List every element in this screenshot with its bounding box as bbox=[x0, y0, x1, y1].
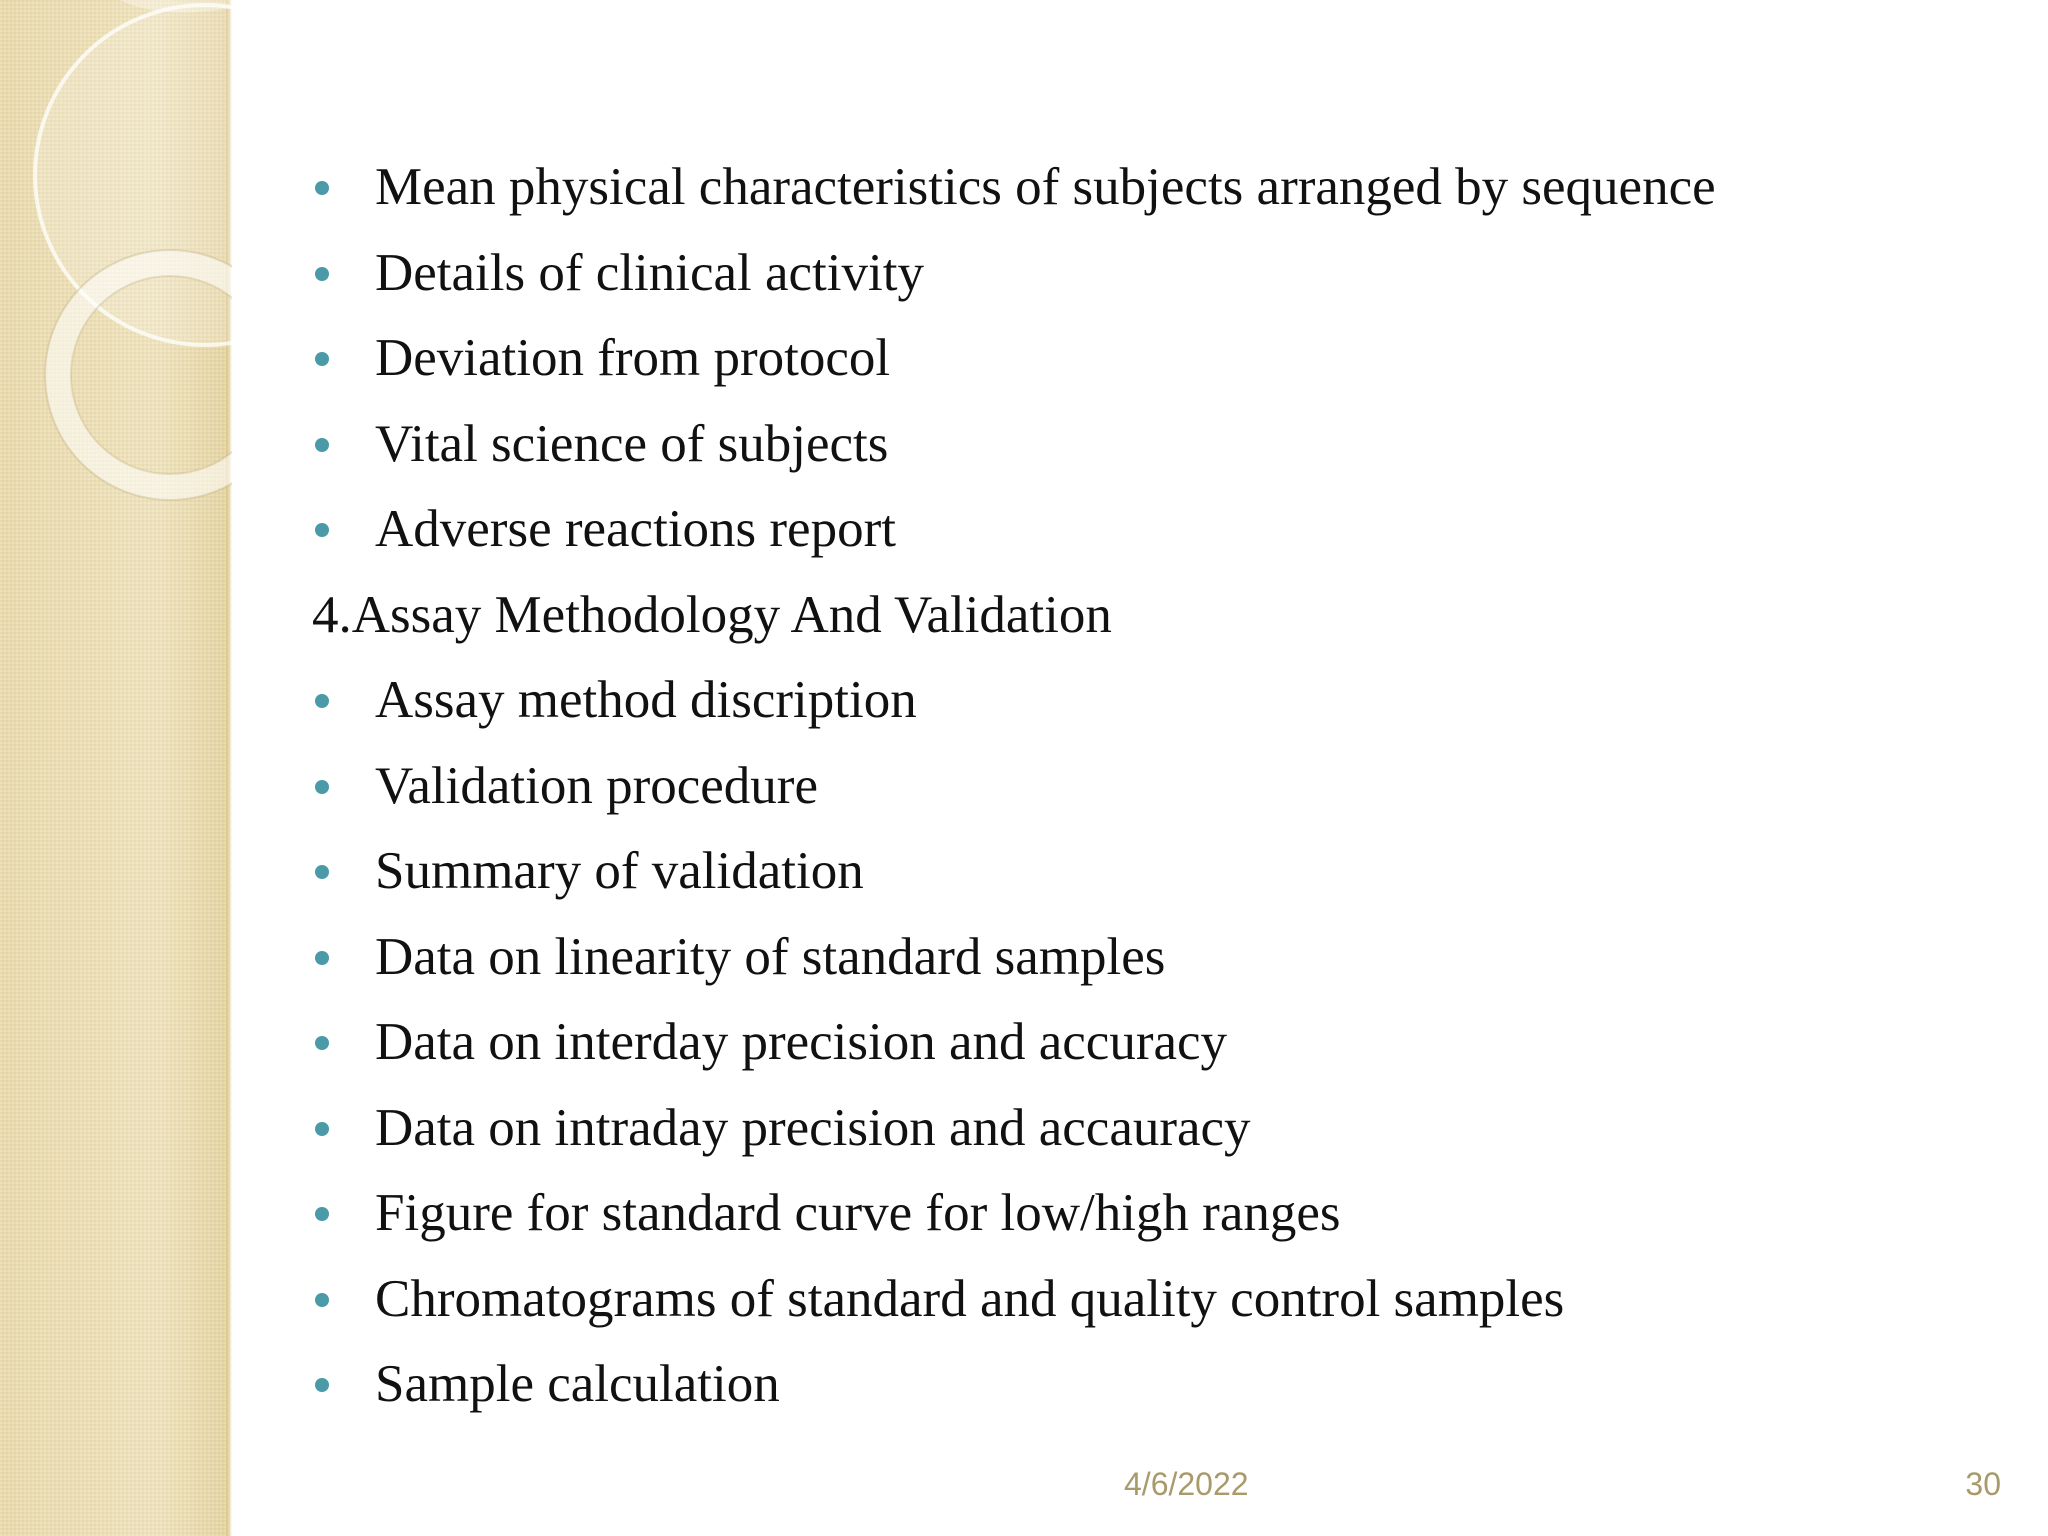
list-item-text: Vital science of subjects bbox=[375, 414, 889, 473]
bullet-icon bbox=[315, 951, 329, 965]
list-item bbox=[312, 487, 1992, 573]
list-item-text: Adverse reactions report bbox=[375, 500, 896, 558]
list-item bbox=[312, 1342, 1992, 1428]
list-item-text: Data on interday precision and accuracy bbox=[375, 1013, 1228, 1071]
list-item bbox=[312, 1000, 1992, 1086]
list-item-text: Mean physical characteristics of subjects arranged by sequence bbox=[375, 158, 1716, 216]
list-item bbox=[312, 915, 1992, 1001]
footer-date: 4/6/2022 bbox=[1124, 1466, 1249, 1502]
bullet-icon bbox=[315, 694, 329, 708]
list-item-text: Chromatograms of standard and quality control samples bbox=[375, 1269, 1565, 1328]
bullet-icon bbox=[315, 1378, 329, 1392]
list-item-text: Data on intraday precision and accauracy bbox=[375, 1098, 1251, 1157]
list-item-text: Sample calculation bbox=[375, 1355, 780, 1413]
list-item bbox=[312, 1257, 1992, 1343]
list-item bbox=[312, 231, 1992, 317]
slide-content bbox=[312, 145, 1992, 1415]
list-item bbox=[312, 402, 1992, 488]
bullet-icon bbox=[315, 181, 329, 195]
list-item-text: Deviation from protocol bbox=[375, 329, 891, 387]
footer-page-number: 30 bbox=[1965, 1466, 2001, 1502]
bullet-icon bbox=[315, 1122, 329, 1136]
bullet-icon bbox=[315, 1036, 329, 1050]
list-item bbox=[312, 316, 1992, 402]
section-heading bbox=[312, 573, 1992, 659]
bullet-icon bbox=[315, 1293, 329, 1307]
bullet-icon bbox=[315, 780, 329, 794]
bullet-icon bbox=[315, 267, 329, 281]
list-item bbox=[312, 744, 1992, 830]
section-heading-text: 4.Assay Methodology And Validation bbox=[312, 585, 1112, 644]
bullet-icon bbox=[315, 523, 329, 537]
bullet-icon bbox=[315, 352, 329, 366]
list-item-text: Validation procedure bbox=[375, 756, 818, 815]
list-item-text: Details of clinical activity bbox=[375, 243, 924, 302]
list-item bbox=[312, 1171, 1992, 1257]
list-item-text: Summary of validation bbox=[375, 842, 864, 900]
bullet-icon bbox=[315, 438, 329, 452]
bullet-icon bbox=[315, 1207, 329, 1221]
decorative-rings-icon bbox=[0, 0, 232, 520]
list-item bbox=[312, 145, 1992, 231]
list-item-text: Figure for standard curve for low/high ranges bbox=[375, 1184, 1341, 1242]
list-item bbox=[312, 829, 1992, 915]
list-item bbox=[312, 658, 1992, 744]
list-item-text: Assay method discription bbox=[375, 671, 917, 729]
list-item-text: Data on linearity of standard samples bbox=[375, 927, 1166, 986]
bullet-icon bbox=[315, 865, 329, 879]
list-item bbox=[312, 1086, 1992, 1172]
